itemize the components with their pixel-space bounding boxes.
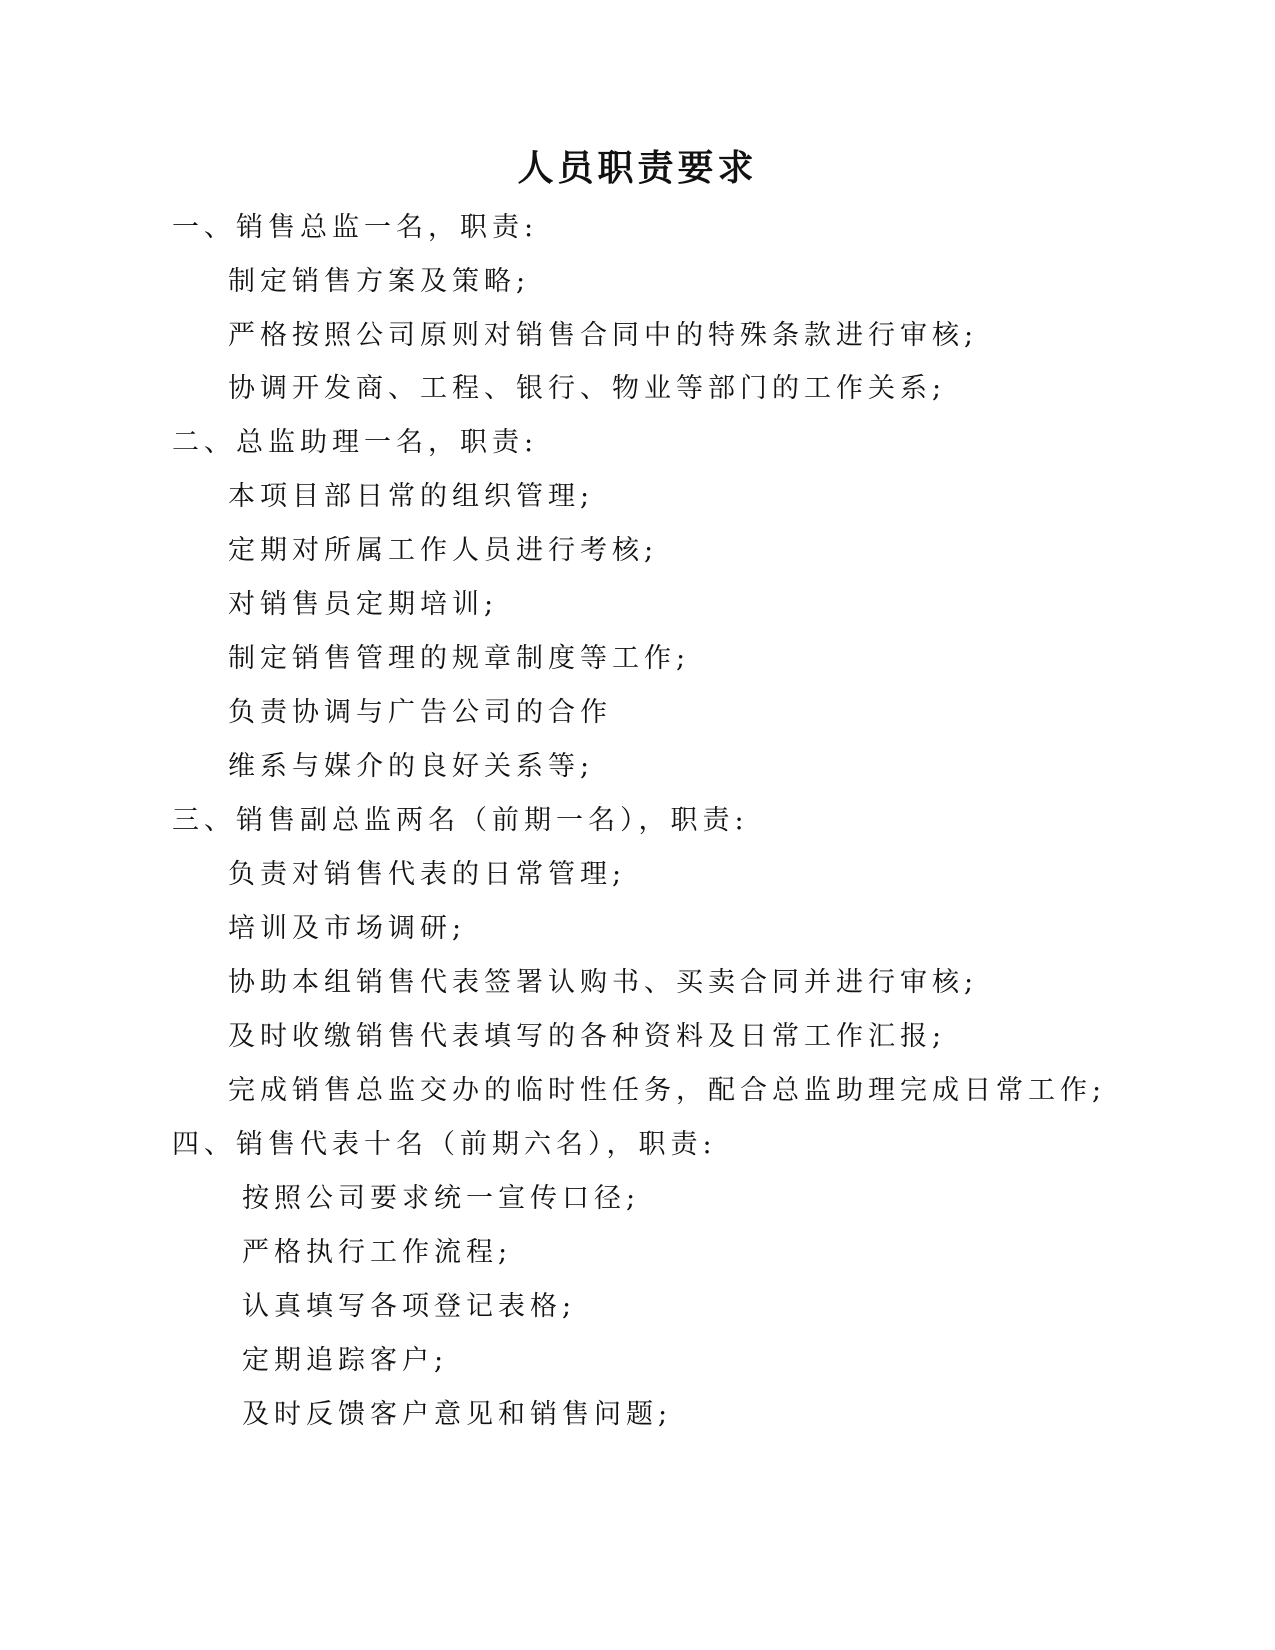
page-title: 人员职责要求 bbox=[517, 147, 758, 189]
list-item: 制定销售管理的规章制度等工作; bbox=[228, 643, 691, 674]
list-item: 及时收缴销售代表填写的各种资料及日常工作汇报; bbox=[228, 1021, 947, 1052]
list-item: 协调开发商、工程、银行、物业等部门的工作关系; bbox=[228, 373, 947, 404]
section-heading-3: 三、销售副总监两名（前期一名），职责: bbox=[172, 805, 749, 836]
section-heading-2: 二、总监助理一名，职责: bbox=[172, 427, 539, 458]
list-item: 对销售员定期培训; bbox=[228, 589, 499, 620]
list-item: 制定销售方案及策略; bbox=[228, 266, 531, 297]
list-item: 负责对销售代表的日常管理; bbox=[228, 859, 627, 890]
list-item: 负责协调与广告公司的合作 bbox=[228, 697, 612, 728]
list-item: 及时反馈客户意见和销售问题; bbox=[242, 1399, 673, 1430]
list-item: 维系与媒介的良好关系等; bbox=[228, 751, 595, 782]
list-item: 培训及市场调研; bbox=[228, 913, 467, 944]
section-heading-4: 四、销售代表十名（前期六名），职责: bbox=[172, 1129, 717, 1160]
list-item: 严格执行工作流程; bbox=[242, 1237, 513, 1268]
section-heading-1: 一、销售总监一名，职责: bbox=[172, 212, 539, 243]
list-item: 本项目部日常的组织管理; bbox=[228, 481, 595, 512]
list-item: 按照公司要求统一宣传口径; bbox=[242, 1183, 641, 1214]
list-item: 严格按照公司原则对销售合同中的特殊条款进行审核; bbox=[228, 320, 979, 351]
list-item: 定期追踪客户; bbox=[242, 1345, 449, 1376]
list-item: 认真填写各项登记表格; bbox=[242, 1291, 577, 1322]
list-item: 定期对所属工作人员进行考核; bbox=[228, 535, 659, 566]
list-item: 协助本组销售代表签署认购书、买卖合同并进行审核; bbox=[228, 967, 979, 998]
list-item: 完成销售总监交办的临时性任务，配合总监助理完成日常工作; bbox=[228, 1075, 1107, 1106]
